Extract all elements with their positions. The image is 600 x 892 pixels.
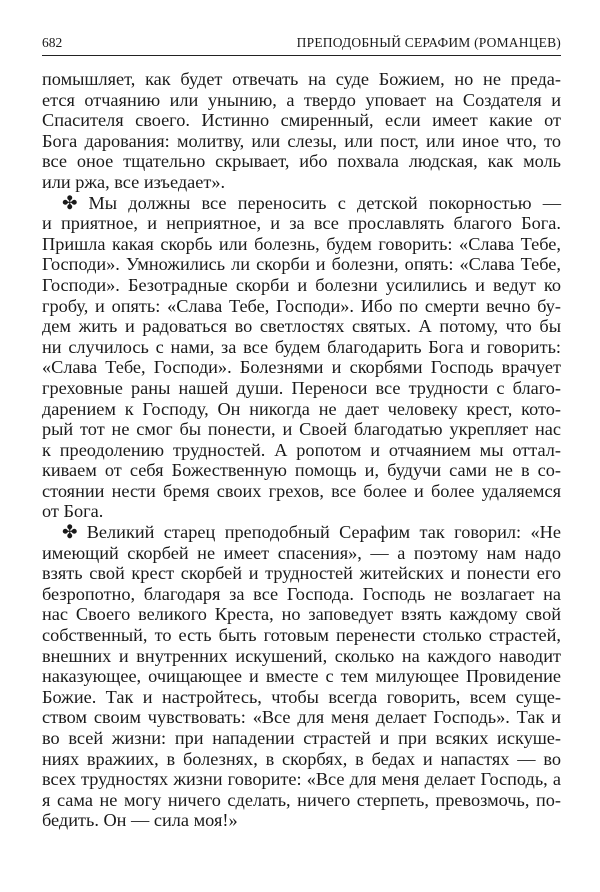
text-line: ✤ Мы должны все переносить с детской покорностью — — [62, 192, 561, 213]
paragraph — [42, 522, 561, 831]
text-line: помышляет, как будет отвечать на суде Божием, но не преда- — [42, 69, 561, 89]
text-line: имеющий скорбей не имеет спасения», — а поэтому нам надо — [42, 542, 561, 563]
text-line: ✤ Великий старец преподобный Серафим так говорил: «Не — [62, 522, 561, 543]
text-line: дарением к Господу, Он никогда не дает человеку крест, кото- — [42, 398, 561, 419]
text-line: взять свой крест скорбей и трудностей житейских и понести его — [42, 563, 561, 584]
body-text — [42, 69, 561, 831]
page-number: 682 — [42, 35, 63, 50]
paragraph — [42, 69, 561, 193]
text-line: Господи». Умножились ли скорби и болезни, опять: «Слава Тебе, — [42, 254, 561, 275]
text-line: и приятное, и неприятное, и за все прославлять благого Бога. — [42, 213, 561, 234]
text-line: стоянии нести бремя своих грехов, все более и более удаляемся — [42, 480, 561, 501]
text-line: Божие. Так и настройтесь, чтобы всегда говорить, всем суще- — [42, 686, 561, 707]
text-line: я сама не могу ничего сделать, ничего стерпеть, превозмочь, по- — [42, 789, 561, 810]
text-line: всех трудностях жизни говорите: «Все для меня делает Господь, а — [42, 769, 561, 790]
text-line: все оное тщательно скрывает, ибо похвала людская, как моль — [42, 151, 561, 172]
paragraph — [42, 193, 561, 523]
text-line: дем жить и радоваться во светлостях святых. А потому, что бы — [42, 316, 561, 337]
text-line: Бога дарования: молитву, или слезы, или пост, или иное что, то — [42, 130, 561, 151]
text-line: Господи». Безотрадные скорби и болезни усилились и ведут ко — [42, 274, 561, 295]
text-line: нас Своего великого Креста, но заповедует взять каждому свой — [42, 604, 561, 625]
text-line: бедить. Он — сила моя!» — [42, 810, 238, 831]
text-line: или ржа, все изъедает». — [42, 171, 226, 192]
text-line: во всей жизни: при нападении страстей и при всяких искуше- — [42, 728, 561, 748]
page-header — [42, 33, 561, 56]
text-line: к преодолению трудностей. А ропотом и отчаянием мы оттал- — [42, 439, 561, 460]
text-line: безропотно, благодаря за все Господа. Господь не возлагает на — [42, 583, 561, 604]
text-line: ниях вражиих, в болезнях, в скорбях, в бедах и напастях — во — [42, 748, 561, 769]
text-line: ется отчаянию или унынию, а твердо уповает на Создателя и — [42, 89, 561, 110]
text-line: рый тот не смог бы понести, и Своей благодатью укрепляет нас — [42, 419, 561, 440]
text-line: «Слава Тебе, Господи». Болезнями и скорбями Господь врачует — [42, 357, 561, 378]
text-line: собственный, то есть быть готовым перенести столько страстей, — [42, 625, 561, 646]
text-line: от Бога. — [42, 501, 104, 522]
running-title: ПРЕПОДОБНЫЙ СЕРАФИМ (РОМАНЦЕВ) — [296, 35, 561, 50]
text-line: наказующее, очищающее и вместе с тем милующее Провидение — [42, 666, 561, 687]
text-line: Спасителя своего. Истинно смиренный, если имеет какие от — [42, 110, 561, 131]
text-line: киваем от себя Божественную помощь и, будучи сами не в со- — [42, 460, 561, 481]
text-line: Пришла какая скорбь или болезнь, будем говорить: «Слава Тебе, — [42, 233, 561, 254]
text-line: внешних и внутренних искушений, сколько на каждого наводит — [42, 645, 561, 666]
text-line: ством своим чувствовать: «Все для меня делает Господь». Так и — [42, 707, 561, 728]
text-line: ни случилось с нами, за все будем благодарить Бога и говорить: — [42, 336, 561, 357]
text-line: гробу, и опять: «Слава Тебе, Господи». Ибо по смерти вечно бу- — [42, 295, 561, 316]
text-line: греховные раны нашей души. Переноси все трудности с благо- — [42, 377, 561, 398]
